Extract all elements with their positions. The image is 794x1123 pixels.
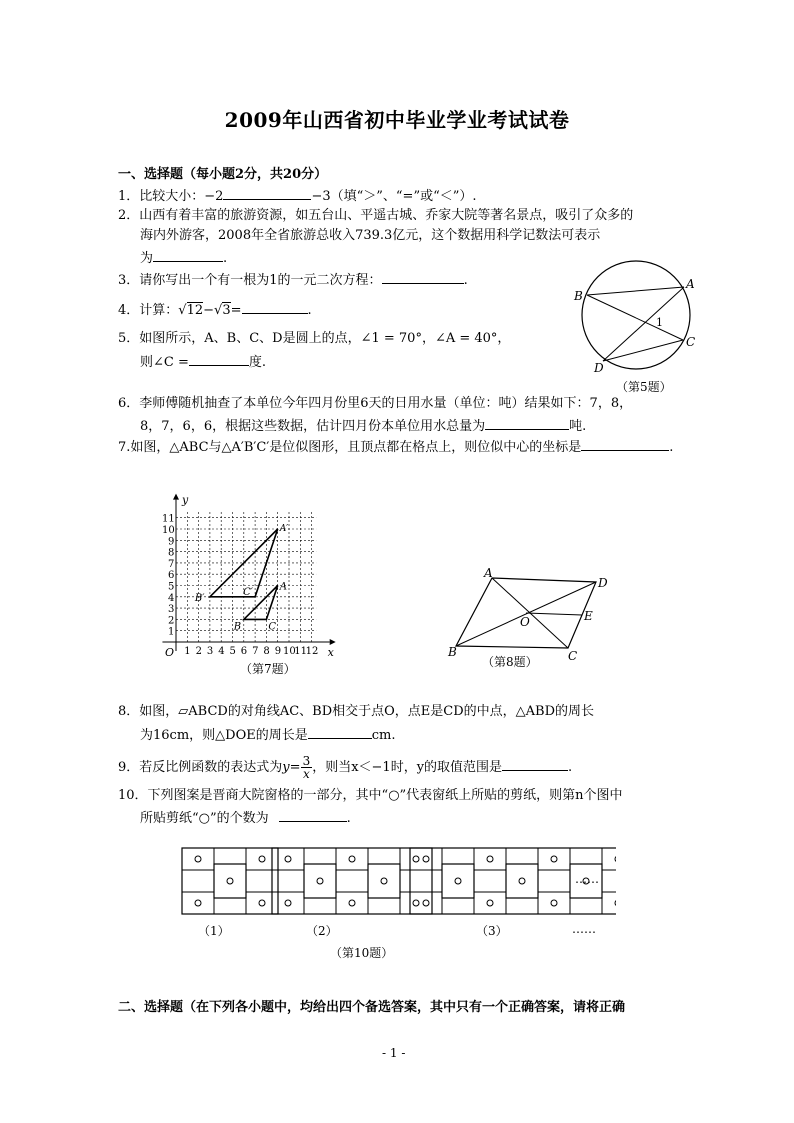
label-b: B: [448, 645, 457, 659]
figure-7-caption: （第7题）: [240, 662, 296, 676]
q2-text-l3: 为: [140, 251, 154, 266]
y-tick-label: 4: [168, 592, 175, 604]
q4-number: 4．: [118, 303, 140, 318]
label-c: C: [268, 621, 277, 633]
figure-10-label-3: （3）: [476, 924, 508, 938]
paper-cut-circle-icon: [285, 856, 291, 862]
q5-number: 5．: [118, 331, 140, 346]
figure-10-label-1: （1）: [198, 924, 230, 938]
x-tick-label: 5: [229, 646, 236, 657]
page-number: - 1 -: [382, 1046, 406, 1060]
figure-5-caption: （第5题）: [616, 380, 672, 394]
q5-text-l2: 则∠C =: [140, 355, 189, 370]
figure-10-caption: （第10题）: [330, 946, 394, 960]
question-9: [118, 755, 572, 780]
q5-text-l2b: 度.: [248, 355, 267, 370]
paper-cut-circle-icon: [285, 900, 291, 906]
q1-number: 1．: [118, 189, 140, 204]
x-tick-label: 2: [195, 646, 202, 657]
paper-cut-circle-icon: [423, 900, 429, 906]
q4-answer-blank[interactable]: [242, 300, 308, 314]
y-tick-label: 3: [168, 604, 175, 616]
lattice-frame: [272, 848, 432, 914]
q10-answer-blank[interactable]: [279, 808, 347, 822]
q10-text-l2: 所贴剪纸“○”的个数为: [140, 811, 269, 826]
label-a: A: [484, 566, 493, 580]
lattice-center-square: [214, 864, 246, 898]
label-a: A: [279, 581, 287, 593]
page-title: 2009年山西省初中毕业学业考试试卷: [224, 108, 570, 132]
label-c-prime: C′: [243, 586, 254, 598]
ellipsis-1: ……: [575, 872, 599, 886]
q8-answer-blank[interactable]: [308, 725, 372, 739]
y-axis-label: y: [182, 493, 189, 507]
paper-cut-circle-icon: [615, 900, 616, 906]
question-6-line-2: [140, 416, 586, 435]
y-tick-label: 1: [168, 626, 175, 638]
question-2-line-3: [140, 248, 227, 267]
figure-10-lattice-diagram: [176, 842, 616, 920]
q5-answer-blank[interactable]: [189, 352, 249, 366]
q10-text-l2b: .: [346, 811, 351, 826]
q9-answer-blank[interactable]: [502, 757, 568, 771]
q9-y: y: [282, 760, 290, 775]
q9-number: 9．: [118, 760, 140, 775]
label-b-prime: B′: [194, 592, 205, 604]
question-8-line-2: [140, 725, 395, 744]
q4-end: .: [307, 303, 312, 318]
y-tick-label: 5: [168, 581, 175, 593]
q4-minus: −: [203, 303, 215, 318]
question-1: [118, 186, 477, 205]
x-tick-label: 4: [218, 646, 225, 657]
paper-cut-circle-icon: [259, 900, 265, 906]
q9-equals: =: [289, 760, 301, 775]
x-axis-label: x: [327, 646, 334, 657]
q3-answer-blank[interactable]: [382, 270, 464, 284]
q9-fraction-numerator: 3: [302, 754, 311, 768]
label-c: C: [686, 335, 696, 349]
q6-text-l1: 李师傅随机抽查了本单位今年四月份里6天的日用水量（单位：吨）结果如下：7，8，: [139, 396, 633, 411]
paper-cut-circle-icon: [259, 856, 265, 862]
q8-number: 8．: [118, 704, 140, 719]
paper-cut-circle-icon: [195, 900, 201, 906]
paper-cut-circle-icon: [413, 856, 419, 862]
q3-text: 请你写出一个有一根为1的一元二次方程：: [139, 273, 382, 288]
grid-lines: [176, 511, 316, 642]
q9-text-a: 若反比例函数的表达式为: [139, 760, 283, 775]
x-tick-label: 7: [252, 646, 259, 657]
sqrt-sign-icon: √: [178, 303, 187, 318]
paper-cut-circle-icon: [615, 856, 616, 862]
x-tick-label: 10: [283, 646, 296, 657]
y-axis-arrow-icon: [173, 494, 179, 500]
q6-answer-blank[interactable]: [485, 416, 569, 430]
q2-number: 2．: [118, 208, 140, 223]
label-e: E: [584, 609, 593, 623]
q7-text: 如图，△ABC与△A′B′C′是位似图形，且顶点都在格点上，则位似中心的坐标是: [130, 440, 582, 455]
lattice-center-square: [506, 864, 538, 898]
y-tick-label: 11: [162, 513, 175, 525]
q7-answer-blank[interactable]: [581, 437, 669, 451]
q9-text-b: ，则当x＜−1时，y的取值范围是: [312, 760, 503, 775]
paper-cut-circle-icon: [349, 900, 355, 906]
figure-7-grid-diagram: [150, 452, 390, 657]
angle-1-label: 1: [656, 316, 663, 329]
x-tick-label: 6: [240, 646, 248, 657]
q8-text-l2: 为16cm，则△DOE的周长是: [140, 728, 308, 743]
label-b: B: [233, 621, 242, 633]
q1-text-a: 比较大小：−2: [139, 189, 224, 204]
question-3: [118, 270, 468, 289]
question-5-line-2: [140, 352, 266, 371]
question-6-line-1: [118, 396, 632, 412]
y-tick-label: 6: [168, 570, 175, 582]
question-10-line-1: [118, 788, 623, 804]
question-2-line-1: [118, 208, 633, 224]
q7-number: 7.: [118, 440, 131, 455]
x-tick-label: 8: [263, 646, 270, 657]
section-1-heading: 一、选择题（每小题2分，共20分）: [118, 167, 328, 182]
figure-10-label-2: （2）: [306, 924, 338, 938]
paper-cut-circle-icon: [349, 856, 355, 862]
label-a: A: [686, 277, 695, 291]
ellipsis-2: ……: [572, 922, 596, 936]
q2-answer-blank[interactable]: [153, 248, 223, 262]
paper-cut-circle-icon: [487, 900, 493, 906]
q8-text-l2b: cm.: [371, 728, 396, 743]
q6-text-l2: 8，7，6，6，根据这些数据，估计四月份本单位用水总量为: [140, 419, 486, 434]
paper-cut-circle-icon: [423, 856, 429, 862]
paper-cut-circle-icon: [551, 900, 557, 906]
x-tick-label: 1: [184, 646, 191, 657]
lattice-center-square: [368, 864, 400, 898]
chord-bc: [587, 295, 683, 340]
figure-5-circle-diagram: [570, 258, 710, 398]
diagonal-bd: [456, 582, 596, 646]
origin-label: O: [165, 646, 175, 657]
question-10-line-2: [140, 808, 351, 827]
label-o: O: [520, 615, 530, 629]
lattice-center-square: [304, 864, 336, 898]
figure-8-parallelogram-diagram: [440, 566, 620, 660]
question-2-line-2: 海内外游客，2008年全省旅游总收入739.3亿元，这个数据用科学记数法可表示: [140, 228, 601, 243]
q4-text: 计算：: [139, 303, 179, 318]
lattice-center-square: [442, 864, 474, 898]
y-tick-label: 9: [168, 536, 175, 548]
q4-radicand-b: 3: [222, 303, 231, 318]
label-b: B: [574, 289, 583, 303]
y-tick-label: 10: [162, 525, 175, 536]
paper-cut-circle-icon: [551, 856, 557, 862]
paper-cut-circle-icon: [195, 856, 201, 862]
sqrt-sign-icon: √: [214, 303, 223, 318]
x-axis-arrow-icon: [330, 639, 336, 645]
q6-text-l2b: 吨.: [569, 419, 587, 434]
paper-cut-circle-icon: [487, 856, 493, 862]
q8-text-l1: 如图，▱ABCD的对角线AC、BD相交于点O，点E是CD的中点，△ABD的周长: [139, 704, 595, 719]
q9-fraction-denominator: x: [302, 767, 310, 781]
q5-text-l1: 如图所示，A、B、C、D是圆上的点，∠1 = 70°，∠A = 40°，: [139, 331, 511, 346]
q1-text-b: −3（填“＞”、“=”或“＜”）.: [311, 189, 477, 204]
q1-answer-blank[interactable]: [223, 186, 311, 200]
q4-radicand-a: 12: [186, 303, 204, 318]
q2-text-l3b: .: [223, 251, 228, 266]
q4-equals: =: [230, 303, 242, 318]
q9-fraction: [301, 755, 313, 780]
q3-end: .: [463, 273, 468, 288]
question-4: [118, 300, 312, 319]
label-d: D: [594, 361, 604, 375]
label-a-prime: A′: [279, 524, 289, 534]
q3-number: 3．: [118, 273, 140, 288]
question-8-line-1: [118, 704, 594, 720]
y-tick-label: 7: [168, 558, 175, 570]
q2-text-l1: 山西有着丰富的旅游资源，如五台山、平遥古城、乔家大院等著名景点，吸引了众多的: [139, 208, 634, 223]
q7-end: .: [669, 440, 674, 455]
segment-oe: [526, 613, 582, 615]
label-d: D: [598, 576, 608, 590]
section-2-heading: 二、选择题（在下列各小题中，均给出四个备选答案，其中只有一个正确答案，请将正确: [118, 1000, 626, 1015]
x-tick-label: 11: [294, 646, 308, 657]
y-tick-label: 8: [168, 547, 175, 559]
q10-number: 10．: [118, 788, 148, 803]
q9-end: .: [568, 760, 573, 775]
q10-text-l1: 下列图案是晋商大院窗格的一部分，其中“○”代表窗纸上所贴的剪纸，则第n个图中: [147, 788, 623, 803]
x-tick-label: 9: [274, 646, 282, 657]
q6-number: 6．: [118, 396, 140, 411]
question-5-line-1: [118, 331, 510, 347]
label-c: C: [568, 649, 578, 660]
paper-cut-circle-icon: [413, 900, 419, 906]
x-tick-label: 12: [305, 646, 319, 657]
figure-8-caption: （第8题）: [482, 655, 538, 669]
y-tick-label: 2: [168, 615, 175, 627]
chord-ba: [587, 287, 684, 295]
x-tick-label: 3: [206, 646, 214, 657]
